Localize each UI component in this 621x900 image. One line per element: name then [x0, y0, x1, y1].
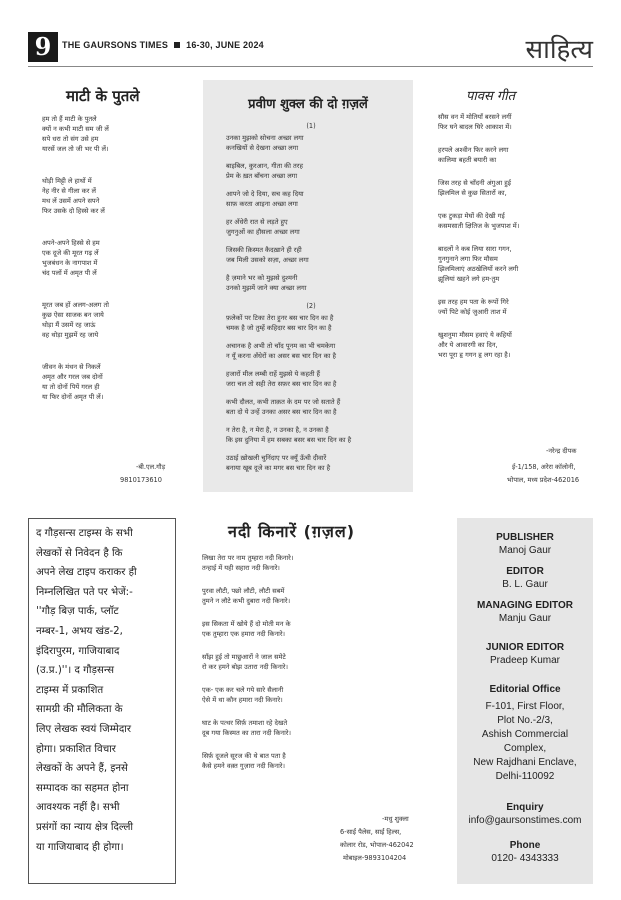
poem2-line: उठाई ख़ोखली चुनिंदाए पर क्यूँ ऊँची दीवारें: [226, 454, 327, 462]
poem2-body: [226, 121, 396, 481]
poem1-line: यारसें जल तो जी भर पी लें।: [42, 145, 109, 153]
poem3-stanza: [438, 211, 519, 231]
poem3-line: कालिमा बहती बयारी का: [438, 156, 497, 164]
poem1-line: अमृत और गरल जब दोनों: [42, 373, 103, 381]
poem4-line: तुमने न लौटे कभी दुबारा नदी किनारे।: [202, 597, 291, 605]
poem2-stanza: [226, 369, 396, 389]
poem2-line: कभी दौलत, कभी ताक़त के दम पर जो सताते हैं: [226, 398, 341, 406]
poem3-line: झिलमिलाएं अठखेलियों करने लगी: [438, 265, 519, 273]
poem4-line: साँझ हुई तो माछुआरों ने जाल समेटे: [202, 653, 286, 661]
poem1-line: एक दूजे की मूरत गढ़ लें: [42, 249, 99, 257]
poem1-line: मूरत जब हों अलग-अलग तो: [42, 301, 109, 309]
poem3-line: झिलमिल से कुछ सितारों का,: [438, 189, 507, 197]
phone-label: Phone: [509, 840, 541, 851]
poem2-stanza: [226, 453, 396, 473]
poem1-line: या तो दोनों पियें गरल ही: [42, 383, 100, 391]
poem1-line: फिर उसके दो हिस्से कर लें: [42, 207, 105, 215]
poem2-line: न यूँ करना अँधेरों का असर बस चार दिन का है: [226, 352, 336, 360]
poem3-line: और ये आवारगी का दिन,: [438, 341, 498, 349]
poem3-line: खुशनुमा मौसम हवाएं ये कहियों: [438, 331, 512, 339]
notice-line: टाइम्स में प्रकाशित: [36, 684, 104, 696]
poem2-stanza: [226, 341, 396, 361]
office-address-line: New Rajdhani Enclave,: [473, 757, 577, 768]
poem2-line: उनका मुझको सोचना अच्छा लगा: [226, 134, 304, 142]
poem1-line: क्यों न कभी माटी सम जी लें: [42, 125, 109, 133]
poem4-author: -मधु शुक्ला: [382, 815, 409, 823]
poem3-stanza: [438, 178, 519, 198]
notice-line: सामग्री की मौलिकता के: [36, 704, 123, 716]
poem4-title: नदी किनारें (ग़ज़ल): [228, 522, 356, 541]
poem1-line: थोड़ा मैं उसमें रह जाऊं: [42, 321, 96, 329]
poem4-line: ऐसे में था कौन हमारा नदी किनारे।: [202, 696, 283, 704]
poem4-line: कैसे हमने वक़्त गुज़ारा नदी किनारे।: [202, 762, 285, 770]
poem1-line: या फिर दोनों अमृत पी लें।: [42, 393, 104, 401]
poem1-line: चंद पलों में अमृत पी लें: [42, 269, 97, 277]
poem2-line: न तेरा है, न मेरा है, न उनका है, न उनका है: [226, 426, 329, 434]
poem1-line: भुजबंधन के नागपाश में: [42, 259, 98, 267]
poem3-stanza: [438, 112, 519, 132]
phone-number: 0120- 4343333: [491, 853, 559, 864]
junior-editor-label: JUNIOR EDITOR: [485, 642, 565, 653]
poem2-line: हर अँधेरी रात से लड़ते हुए: [226, 218, 288, 226]
notice-line: लिए लेखक स्वयं जिम्मेदार: [36, 723, 132, 735]
notice-line: द गौड़सन्स टाइम्स के सभी: [36, 528, 133, 539]
poem4-line: पुरवा लौटी, पछो लौटी, लौटी सबमें: [202, 587, 285, 595]
poem1-phone: 9810173610: [120, 476, 162, 484]
poem3-line: सौस वन में मोतियाँ बरसने लगीं: [438, 113, 512, 121]
poem2-line: बाइबिल, कुरआन, गीता की तरह: [226, 162, 304, 170]
poem2-line: कनखियों से देखना अच्छा लगा: [226, 144, 299, 152]
office-address-line: F-101, First Floor,: [485, 701, 565, 712]
notice-line: होगा। प्रकाशित विचार: [36, 743, 116, 755]
office-address-line: Plot No.-2/3,: [497, 715, 553, 726]
poem4-stanza: [202, 652, 293, 672]
poem4-line: लिखा तेरा पर नाम तुम्हारा नदी किनारे।: [202, 554, 294, 562]
poem3-title: पावस गीत: [466, 89, 515, 104]
poem1-line: कुछ ऐसा साजक बन जाये: [42, 311, 104, 319]
notice-line: प्रसंगों का न्याय क्षेत्र दिल्ली: [36, 821, 134, 833]
author-notice-text: [36, 524, 170, 857]
poem1-line: सपे धरा तो संग उसे हम: [42, 135, 99, 143]
enquiry-email: info@gaursonstimes.com: [468, 815, 582, 826]
poem3-line: फिर घने बादल घिरे आकाश में।: [438, 123, 512, 131]
poem1-stanza: [42, 176, 109, 216]
poem4-line: एक तुम्हारा एक हमारा नदी किनारे।: [202, 630, 286, 638]
poem3-body: [438, 112, 519, 373]
poem3-line: बादलों ने कब लिया सारा गगन,: [438, 245, 512, 253]
poem3-line: कसमसाती क्षितिज के भुजपाश में।: [438, 222, 520, 230]
poem4-stanza: [202, 751, 293, 771]
poem2-line: साफ़ करता आइना अच्छा लगा: [226, 200, 298, 208]
poem2-stanza: [226, 245, 396, 265]
poem1-line: नेह नीर से गीला कर लें: [42, 187, 96, 195]
poem2-stanza: [226, 425, 396, 445]
poem3-stanza: [438, 330, 519, 360]
poem1-title: माटी के पुतले: [66, 87, 140, 105]
poem2-stanza: [226, 133, 396, 153]
poem4-address-line2: कोलार रोड, भोपाल-462042: [340, 841, 414, 849]
poem1-stanza: [42, 362, 109, 402]
poem3-line: एक टुकड़ा मेघों की देखी गई: [438, 212, 505, 220]
poem1-line: मथ लें उसमें अपने सपने: [42, 197, 100, 205]
poem3-line: जिस तरह से चाँदनी अंगुआ हुई: [438, 179, 511, 187]
notice-line: सम्पादक का सहमत होना: [36, 782, 129, 794]
editor-name: B. L. Gaur: [502, 579, 548, 590]
managing-editor-label: MANAGING EDITOR: [477, 600, 573, 611]
poem2-line: आपने जो दे दिया, सच कह दिया: [226, 190, 304, 198]
poem3-line: इस तरह हम पता के रूपों गिरे: [438, 298, 509, 306]
poem4-stanza: [202, 685, 293, 705]
poem1-author: -बी.एल.गौड़: [136, 463, 166, 471]
editor-label: EDITOR: [506, 566, 544, 577]
publisher-name: Manoj Gaur: [498, 545, 552, 556]
notice-line: निम्नलिखित पते पर भेजें:-: [36, 586, 133, 598]
poem1-line: अपने-अपने हिस्से से हम: [42, 239, 100, 247]
poem3-stanza: [438, 244, 519, 284]
poem4-line: इस सिकता में खोये हैं दो मोती मन के: [202, 620, 291, 628]
office-address-line: Delhi-110092: [495, 771, 555, 782]
poem2-line: चमक है जो तुम्हें कहिदार बस चार दिन का है: [226, 324, 332, 332]
poem2-line: फ़लेकों पर टिका तेरा हुनर बस चार दिन का है: [226, 314, 334, 322]
section-title: साहित्य: [525, 35, 593, 65]
page-number: 9: [28, 32, 58, 62]
poem1-stanza: [42, 300, 109, 340]
poem1-stanza: [42, 114, 109, 154]
poem1-line: वह थोड़ा मुझमें रह जाये: [42, 331, 99, 339]
poem3-address-line1: ई-1/158, अरेरा कॉलोनी,: [512, 463, 576, 471]
poem4-address-line1: 6-साईं पैलेस, साईं हिल्स,: [340, 828, 402, 836]
office-label: Editorial Office: [489, 684, 561, 695]
notice-line: (उ.प्र.)''। द गौड़सन्स: [36, 665, 115, 677]
poem2-line: प्रेम के ख़त बाँचना अच्छा लगा: [226, 172, 298, 180]
masthead: [62, 40, 264, 50]
poem1-line: थोड़ी मिट्टी ले हाथों में: [42, 177, 92, 185]
office-address-line: Complex,: [503, 743, 547, 754]
poem3-line: भरा पूरा हृ गगन हृ लग रहा है।: [438, 351, 511, 359]
poem4-line: रो कर हमने बोझ उतारा नदी किनारे।: [202, 663, 288, 671]
office-address: [457, 700, 593, 784]
poem4-stanza: [202, 619, 293, 639]
poem3-line: हरपले अश्वीन फिर करने लगा: [438, 146, 509, 154]
poem3-line: झूलियां खहने लगे हम-तुम: [438, 275, 500, 283]
poem2-stanza: [226, 313, 396, 333]
poem3-line: ज्यों पिटे कोई जुआरी ताश में: [438, 308, 507, 316]
notice-line: लेखकों के अपने हैं, इनसे: [36, 763, 128, 775]
poem1-line: हम तो हैं माटी के पुतले: [42, 115, 97, 123]
poem2-line: उनको मुझमें जाने क्या अच्छा लगा: [226, 284, 307, 292]
poem2-line: हजारों मील लम्बी राहें मुझसे ये कहती हैं: [226, 370, 321, 378]
poem4-phone: मोबाइल-9893104204: [343, 854, 407, 862]
poem4-line: सिर्फ़ दूजले सूरज की थे बात पता है: [202, 752, 286, 760]
publication-name: THE GAURSONS TIMES: [62, 40, 169, 50]
poem2-line: अचानक है अभी तो चाँद पूनम का भी चमकेगा: [226, 342, 336, 350]
poem2-line: बता दो ये उन्हें उनका असर बस चार दिन का है: [226, 408, 337, 416]
poem2-line: जरा चल तो सही तेरा सफ़र बस चार दिन का है: [226, 380, 337, 388]
poem2-stanza: [226, 273, 396, 293]
poem1-body: [42, 114, 109, 424]
poem4-stanza: [202, 586, 293, 606]
header-divider: [28, 66, 593, 67]
poem4-stanza: [202, 718, 293, 738]
poem2-line: जब मिली उसको सज़ा, अच्छा लगा: [226, 256, 309, 264]
poem3-author: -नरेन्द्र दीपक: [546, 447, 577, 455]
notice-line: लेखकों से निवेदन है कि: [36, 547, 123, 559]
poem4-line: एक- एक कर चले गये सारे सैलानी: [202, 686, 284, 694]
office-address-line: Ashish Commercial: [481, 729, 569, 740]
poem2-line: बनाया खूब दूजे का मगर बस चार दिन का है: [226, 464, 331, 472]
enquiry-label: Enquiry: [506, 802, 544, 813]
poem4-body: [202, 553, 293, 784]
poem2-line: कि इस दुनिया में हम सबका बसर बस चार दिन का है: [226, 436, 352, 444]
poem4-stanza: [202, 553, 293, 573]
notice-line: ''गौड़ बिज़ पार्क, प्लॉट: [36, 606, 119, 618]
publisher-label: PUBLISHER: [496, 532, 554, 543]
poem2-title: प्रवीण शुक्ल की दो ग़ज़लें: [248, 97, 368, 112]
notice-line: आवश्यक नहीं है। सभी: [36, 802, 120, 814]
notice-line: नम्बर-1, अभय खंड-2,: [36, 625, 123, 637]
poem2-stanza: [226, 217, 396, 237]
junior-editor-name: Pradeep Kumar: [489, 655, 561, 666]
poem2-line: है ज़माने भर को मुझसे दुश्मनी: [226, 274, 298, 282]
notice-line: या गाजियाबाद ही होगा।: [36, 841, 124, 853]
poem2-line: जुगनुओं का हौसला अच्छा लगा: [226, 228, 300, 236]
poem3-stanza: [438, 145, 519, 165]
poem2-stanza: [226, 161, 396, 181]
poem2-line: जिसकी क़िस्मत कैदख़ाने ही रही: [226, 246, 302, 254]
notice-line: इंदिरापुरम, गाजियाबाद: [36, 645, 120, 657]
poem1-line: जीवन के मंथन से निकलें: [42, 363, 101, 371]
poem3-address-line2: भोपाल, मध्य प्रदेश-462016: [507, 476, 580, 484]
poem2-stanza: [226, 189, 396, 209]
poem2-part1-label: (1): [306, 122, 316, 130]
poem1-stanza: [42, 238, 109, 278]
poem3-stanza: [438, 297, 519, 317]
poem4-line: तन्हाई में यही सहारा नदी किनारे।: [202, 564, 280, 572]
poem2-part2-label: (2): [306, 302, 316, 310]
poem4-line: दूब गया किस्मत का तारा नदी किनारे।: [202, 729, 291, 737]
separator-square: [174, 42, 180, 48]
notice-line: अपने लेख टाइप कराकर ही: [36, 567, 137, 579]
managing-editor-name: Manju Gaur: [498, 613, 552, 624]
poem2-stanza: [226, 397, 396, 417]
poem3-line: गुनगुनाने लगा फिर मौसम: [438, 255, 498, 263]
issue-date: 16-30, JUNE 2024: [186, 40, 264, 50]
poem4-line: घाट के पत्थर सिर्फ़ तमाशा रहे देखते: [202, 719, 288, 727]
